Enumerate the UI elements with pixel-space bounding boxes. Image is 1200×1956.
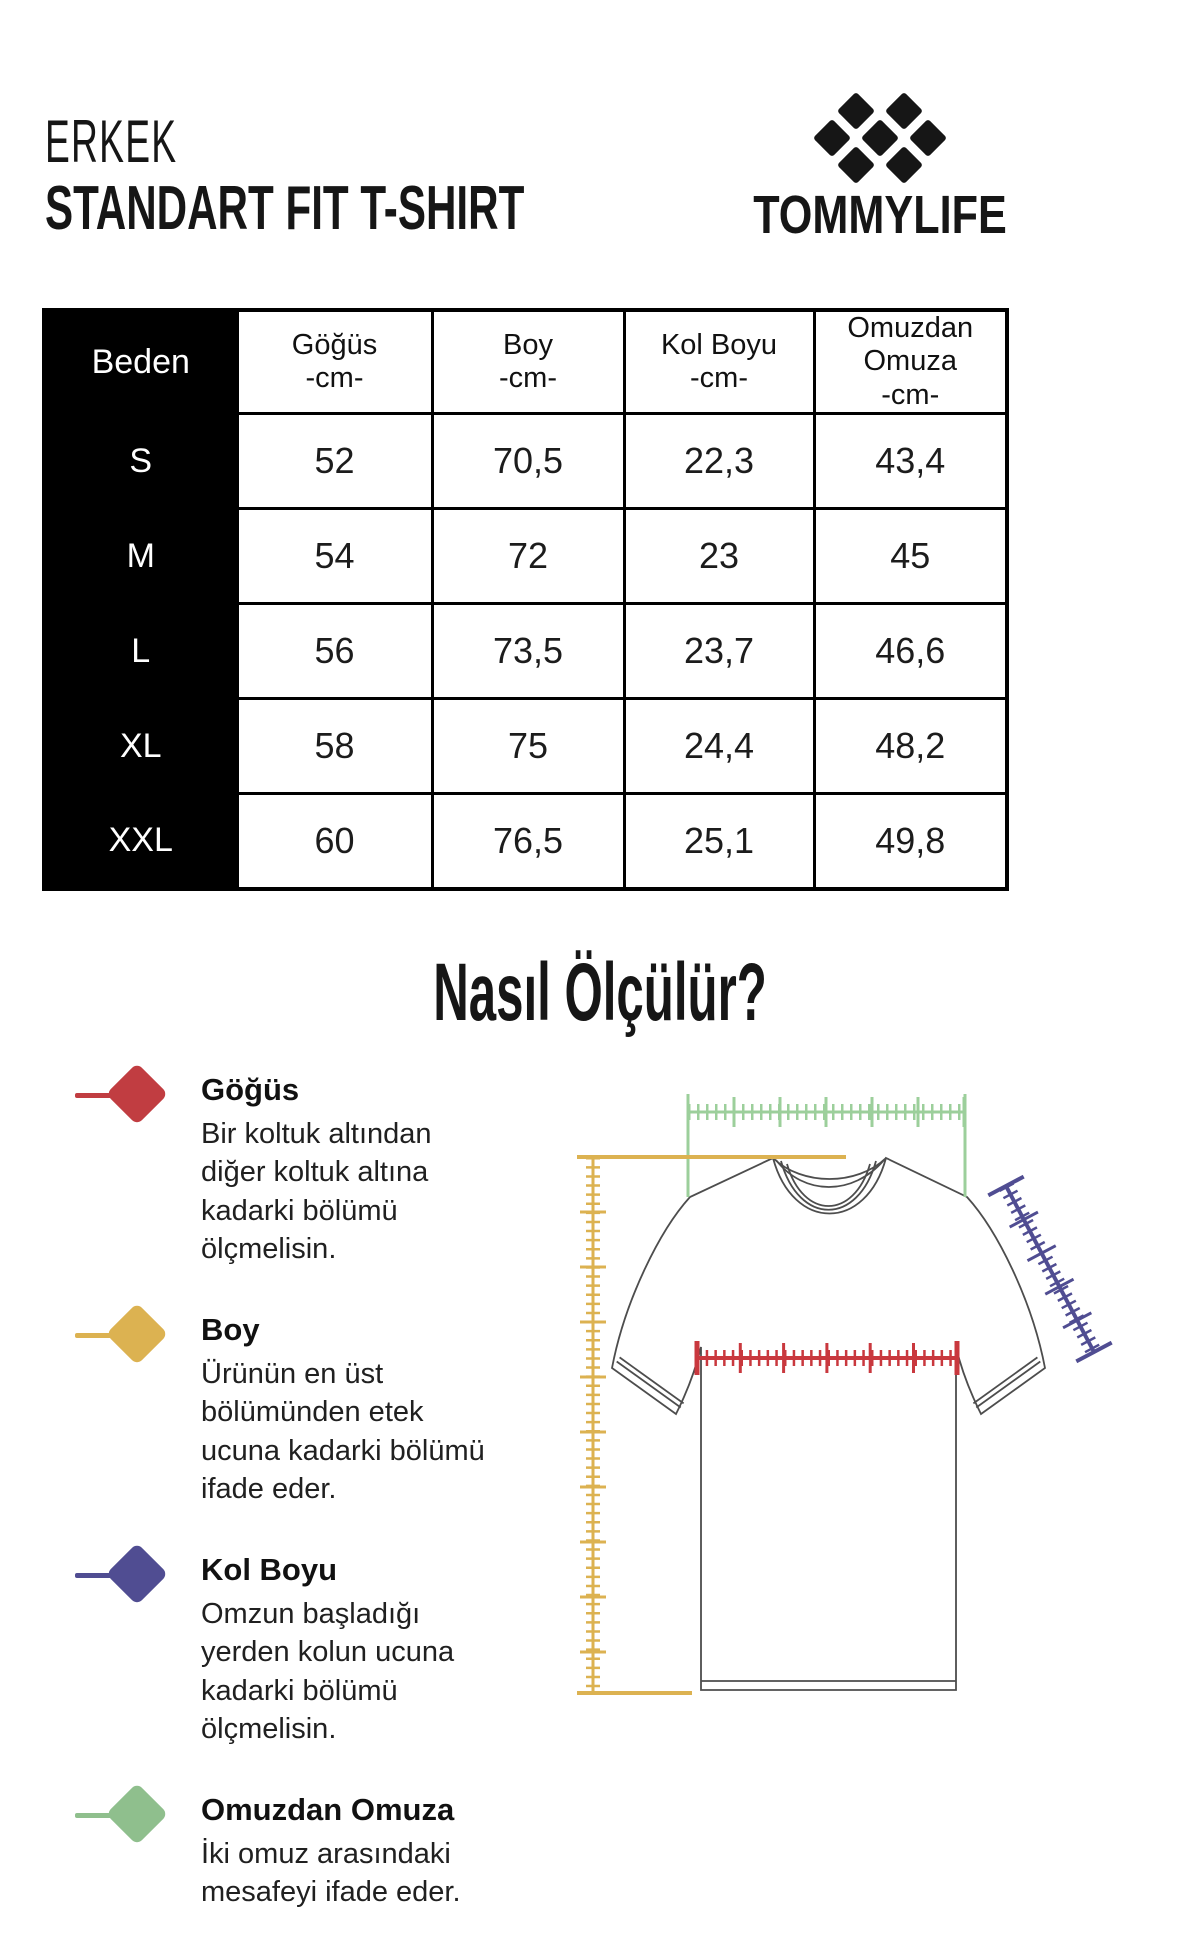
brand-name: TOMMYLIFE: [753, 185, 1007, 245]
cell-xxl-boy: 76,5: [432, 794, 624, 889]
table-row-l: [44, 604, 1007, 699]
legend-title-gogus: Göğüs: [201, 1072, 300, 1107]
col-header-gogus: Göğüs -cm-: [237, 310, 432, 414]
legend-desc-boy: Ürünün en üst bölümünden etek ucuna kadarki bölümü ifade eder.: [201, 1358, 485, 1505]
table-row-xl: [44, 699, 1007, 794]
cell-s-kol-boyu: 22,3: [624, 414, 814, 509]
legend-item-boy: [75, 1312, 495, 1508]
cell-m-omuzdan: 45: [814, 509, 1007, 604]
legend-desc-kol-boyu: Omzun başladığı yerden kolun ucuna kadarki bölümü ölçmelisin.: [201, 1598, 455, 1745]
category-label: ERKEK: [45, 108, 178, 175]
legend-title-kol-boyu: Kol Boyu: [201, 1552, 338, 1588]
measure-legend: [75, 1072, 495, 1956]
cell-xxl-gogus: 60: [237, 794, 432, 889]
cell-xxl-omuzdan: 49,8: [814, 794, 1007, 889]
row-header-s: S: [44, 414, 237, 509]
legend-title-boy: Boy: [201, 1312, 260, 1348]
cell-xl-omuzdan: 48,2: [814, 699, 1007, 794]
size-table-header-row: [44, 310, 1007, 414]
table-row-m: [44, 509, 1007, 604]
row-header-l: L: [44, 604, 237, 699]
omuzdan-omuza-diamond-icon: [75, 1790, 187, 1840]
cell-l-kol-boyu: 23,7: [624, 604, 814, 699]
cell-l-boy: 73,5: [432, 604, 624, 699]
col-header-beden: Beden: [44, 310, 237, 414]
kol-boyu-diamond-icon: [75, 1550, 187, 1600]
cell-xl-gogus: 58: [237, 699, 432, 794]
cell-m-kol-boyu: 23: [624, 509, 814, 604]
legend-title-omuzdan-omuza: Omuzdan Omuza: [201, 1792, 455, 1828]
table-row-s: [44, 414, 1007, 509]
cell-xxl-kol-boyu: 25,1: [624, 794, 814, 889]
col-header-boy: Boy -cm-: [432, 310, 624, 414]
size-table: [42, 308, 1009, 891]
cell-l-omuzdan: 46,6: [814, 604, 1007, 699]
row-header-xxl: XXL: [44, 794, 237, 889]
boy-diamond-icon: [75, 1310, 187, 1360]
cell-l-gogus: 56: [237, 604, 432, 699]
col-header-kol-boyu: Kol Boyu -cm-: [624, 310, 814, 414]
page-title: STANDART FIT T-SHIRT: [45, 174, 525, 243]
col-header-omuzdan-omuza: Omuzdan Omuza -cm-: [814, 310, 1007, 414]
row-header-xl: XL: [44, 699, 237, 794]
legend-desc-omuzdan-omuza: İki omuz arasındaki mesafeyi ifade eder.: [201, 1838, 461, 1909]
cell-m-gogus: 54: [237, 509, 432, 604]
cell-s-gogus: 52: [237, 414, 432, 509]
cell-xl-kol-boyu: 24,4: [624, 699, 814, 794]
gogus-diamond-icon: [75, 1070, 187, 1120]
legend-item-omuzdan-omuza: [75, 1792, 495, 1912]
tommylife-logo-icon: [800, 84, 960, 192]
row-header-m: M: [44, 509, 237, 604]
tshirt-measure-diagram: [470, 1075, 1170, 1725]
cell-s-omuzdan: 43,4: [814, 414, 1007, 509]
cell-xl-boy: 75: [432, 699, 624, 794]
measure-section-title: Nasıl Ölçülür?: [433, 947, 767, 1038]
legend-item-kol-boyu: [75, 1552, 495, 1748]
cell-m-boy: 72: [432, 509, 624, 604]
legend-item-gogus: [75, 1072, 495, 1268]
cell-s-boy: 70,5: [432, 414, 624, 509]
tshirt-outline-drawing: [612, 1158, 1045, 1690]
legend-desc-gogus: Bir koltuk altından diğer koltuk altına kadarki bölümü ölçmelisin.: [201, 1118, 432, 1265]
table-row-xxl: [44, 794, 1007, 889]
